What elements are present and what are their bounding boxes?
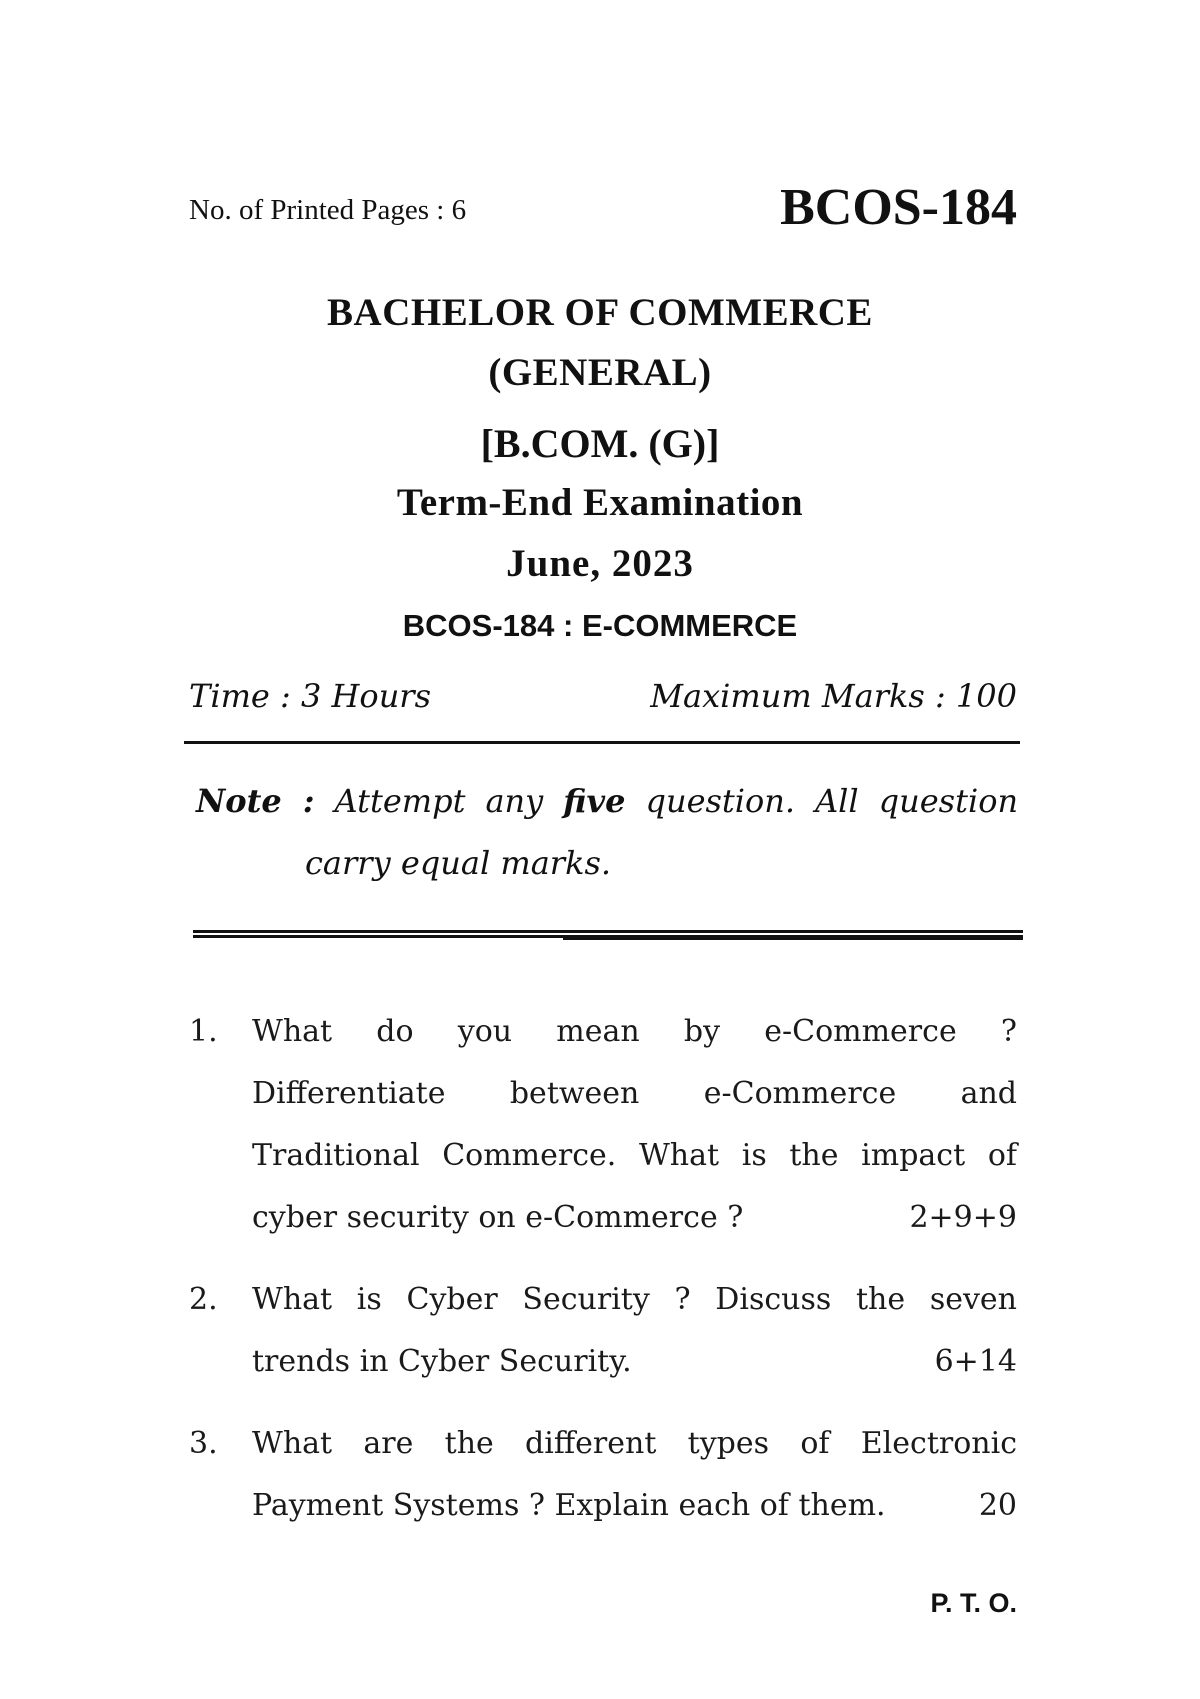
question-line: Payment Systems ? Explain each of them. <box>252 1488 886 1523</box>
time-allowed: Time : 3 Hours <box>189 677 432 715</box>
note-label: Note : <box>196 782 315 820</box>
question-line: What do you mean by e-Commerce ? <box>252 1014 1017 1049</box>
divider-double-top <box>193 930 1023 933</box>
question-line: Differentiate between e-Commerce and <box>252 1076 1017 1111</box>
question <box>189 1269 1017 1393</box>
degree-abbrev: [B.COM. (G)] <box>480 421 720 466</box>
question-last-line <box>252 1331 1017 1393</box>
course-title: BCOS-184 : E-COMMERCE <box>402 608 798 643</box>
question-number: 3. <box>189 1426 218 1461</box>
note-line-1 <box>196 770 1018 832</box>
printed-pages: No. of Printed Pages : 6 <box>189 194 467 226</box>
divider <box>184 741 1020 744</box>
instructions-note <box>196 770 1018 894</box>
divider-double-bottom-right <box>563 935 1023 940</box>
question-last-line <box>252 1475 1017 1537</box>
degree-subtitle: (GENERAL) <box>488 351 712 394</box>
header <box>189 178 1017 248</box>
question-line: What are the different types of Electronic <box>252 1426 1017 1461</box>
question-marks: 20 <box>978 1488 1017 1523</box>
question-line: trends in Cyber Security. <box>252 1344 632 1379</box>
maximum-marks: Maximum Marks : 100 <box>650 677 1017 715</box>
question-last-line <box>252 1187 1017 1249</box>
paper-code: BCOS-184 <box>780 179 1017 236</box>
question-line: Traditional Commerce. What is the impact of <box>252 1138 1017 1173</box>
divider-double-bottom-left <box>193 935 563 938</box>
question-line: cyber security on e-Commerce ? <box>252 1200 744 1235</box>
question-number: 1. <box>189 1014 218 1049</box>
exam-name: Term-End Examination <box>396 481 804 524</box>
note-emphasis: five <box>563 782 626 820</box>
exam-info <box>189 677 1017 717</box>
question <box>189 1001 1017 1249</box>
note-text-before: Attempt any <box>334 782 544 820</box>
note-text-after: question. All question <box>645 782 1019 820</box>
exam-session: June, 2023 <box>506 542 694 585</box>
question <box>189 1413 1017 1537</box>
pto-marker: P. T. O. <box>930 1588 1017 1618</box>
degree-title: BACHELOR OF COMMERCE <box>327 291 873 334</box>
note-line-2: carry equal marks. <box>305 844 612 882</box>
question-list <box>189 1001 1017 1557</box>
question-line: What is Cyber Security ? Discuss the seven <box>252 1282 1017 1317</box>
question-marks: 6+14 <box>934 1344 1017 1379</box>
question-number: 2. <box>189 1282 218 1317</box>
question-marks: 2+9+9 <box>909 1200 1017 1235</box>
